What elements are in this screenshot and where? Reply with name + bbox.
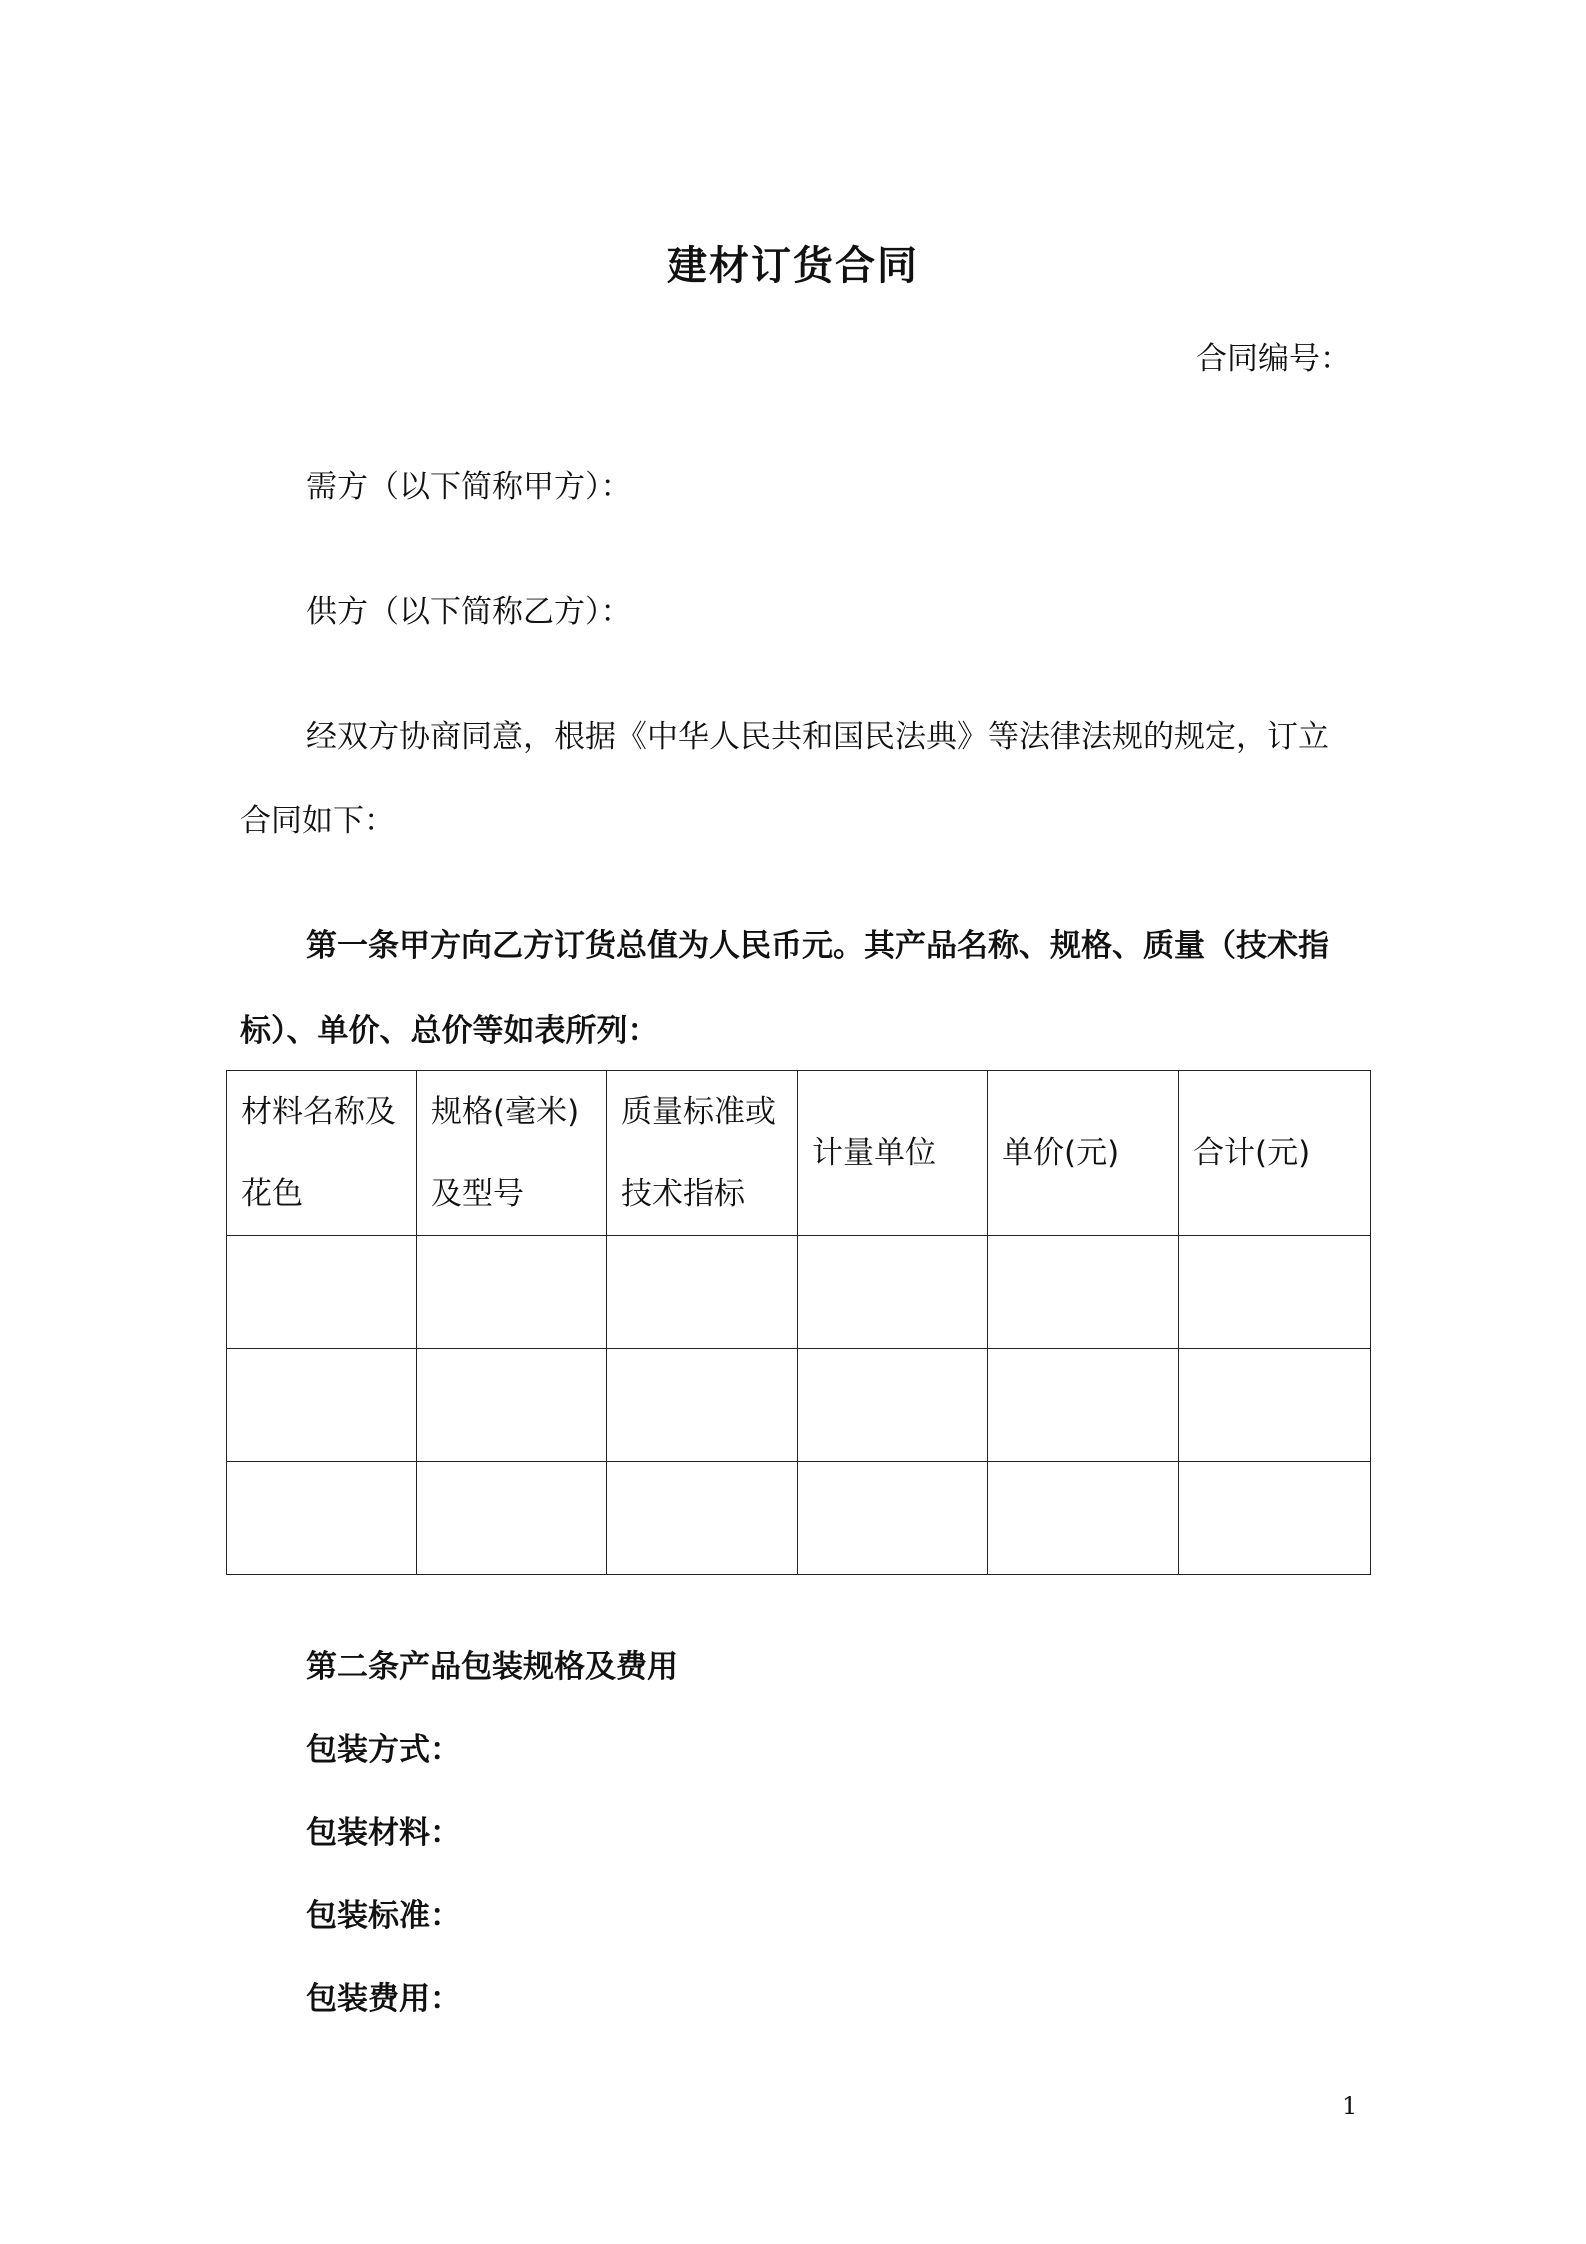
intro-line-2: 合同如下： <box>240 803 395 839</box>
product-table <box>226 1070 1371 1575</box>
table-cell[interactable] <box>417 1462 607 1575</box>
table-cell[interactable] <box>1179 1462 1371 1575</box>
table-cell[interactable] <box>1179 1349 1371 1462</box>
table-cell[interactable] <box>988 1236 1179 1349</box>
header-cell-spec <box>417 1071 607 1236</box>
header-cell-total <box>1179 1071 1371 1236</box>
header-cell-unit-price <box>988 1071 1179 1236</box>
document-title: 建材订货合同 <box>667 243 919 289</box>
header-text: 花色 <box>241 1176 303 1212</box>
table-cell[interactable] <box>988 1349 1179 1462</box>
article-2-title: 第二条产品包装规格及费用 <box>306 1649 678 1685</box>
table-cell[interactable] <box>417 1236 607 1349</box>
header-text: 技术指标 <box>621 1176 745 1212</box>
header-text: 合计(元) <box>1193 1135 1311 1171</box>
header-text: 及型号 <box>431 1176 524 1212</box>
table-cell[interactable] <box>798 1462 988 1575</box>
table-cell[interactable] <box>227 1349 417 1462</box>
intro-line-1: 经双方协商同意，根据《中华人民共和国民法典》等法律法规的规定，订立 <box>306 719 1329 755</box>
header-cell-quality <box>607 1071 798 1236</box>
table-cell[interactable] <box>607 1462 798 1575</box>
header-cell-unit <box>798 1071 988 1236</box>
table-cell[interactable] <box>798 1349 988 1462</box>
header-cell-material <box>227 1071 417 1236</box>
buyer-label: 需方（以下简称甲方）： <box>306 469 632 505</box>
header-text: 质量标准或 <box>621 1094 776 1130</box>
table-cell[interactable] <box>988 1462 1179 1575</box>
table-row <box>227 1462 1371 1575</box>
article-1-line-1: 第一条甲方向乙方订货总值为人民币元。其产品名称、规格、质量（技术指 <box>306 928 1329 964</box>
table-cell[interactable] <box>227 1462 417 1575</box>
header-text: 单价(元) <box>1002 1135 1120 1171</box>
packing-cost-label: 包装费用： <box>306 1981 461 2017</box>
table-row <box>227 1236 1371 1349</box>
table-cell[interactable] <box>798 1236 988 1349</box>
table-row <box>227 1349 1371 1462</box>
packing-method-label: 包装方式： <box>306 1732 461 1768</box>
article-1-line-2: 标）、单价、总价等如表所列： <box>240 1013 659 1049</box>
table-cell[interactable] <box>607 1349 798 1462</box>
seller-label: 供方（以下简称乙方）： <box>306 594 632 630</box>
table-cell[interactable] <box>1179 1236 1371 1349</box>
packing-material-label: 包装材料： <box>306 1815 461 1851</box>
table-cell[interactable] <box>607 1236 798 1349</box>
table-cell[interactable] <box>417 1349 607 1462</box>
header-text: 规格(毫米) <box>431 1094 580 1130</box>
page-number: 1 <box>1342 2092 1358 2120</box>
packing-standard-label: 包装标准： <box>306 1898 461 1934</box>
table-header-row <box>227 1071 1371 1236</box>
table-cell[interactable] <box>227 1236 417 1349</box>
header-text: 计量单位 <box>812 1135 936 1171</box>
contract-number-label: 合同编号： <box>1196 341 1351 377</box>
header-text: 材料名称及 <box>241 1094 396 1130</box>
